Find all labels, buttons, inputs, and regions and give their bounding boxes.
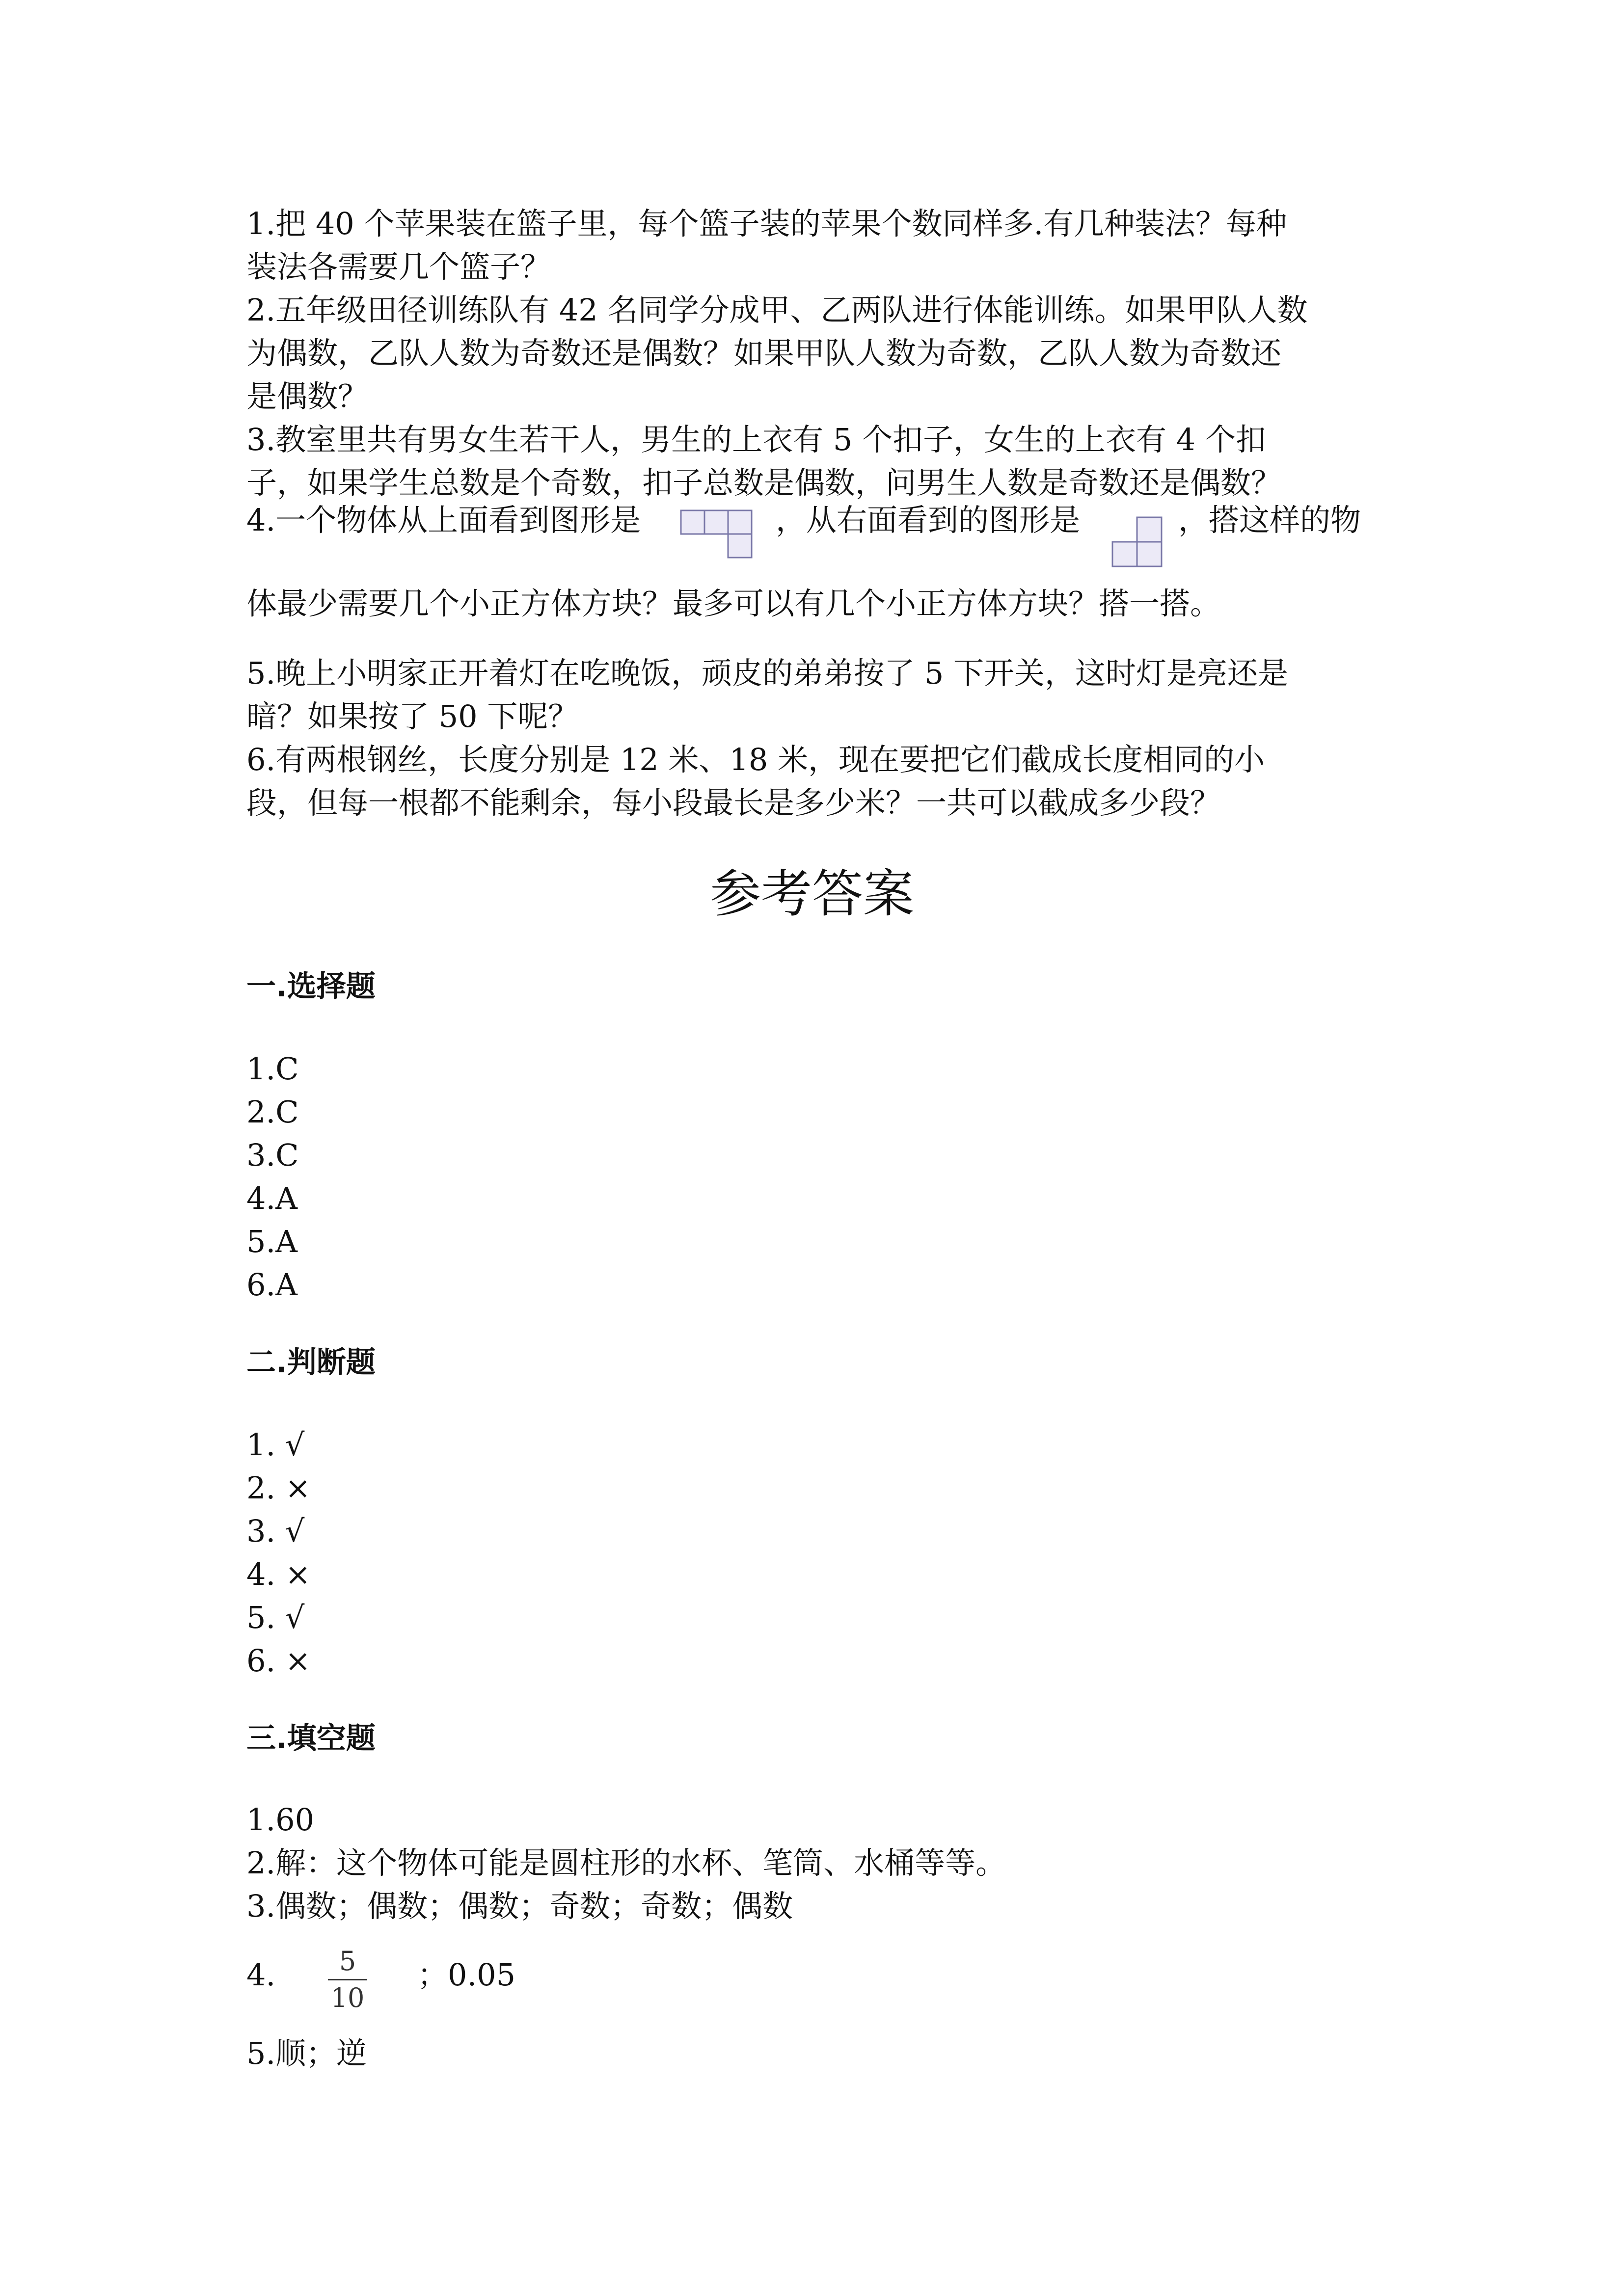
problem-5-line-2: 暗？如果按了 50 下呢？: [246, 698, 579, 734]
section-choice-heading: 一.选择题: [246, 969, 376, 1004]
fill-answer-4-fraction: [328, 1946, 367, 2014]
section-judge-heading: 二.判断题: [246, 1345, 376, 1380]
choice-answer-5: 5.A: [246, 1224, 298, 1259]
choice-answer-4: 4.A: [246, 1180, 298, 1216]
problem-1-line-2: 装法各需要几个篮子？: [246, 249, 551, 285]
choice-answer-3: 3.C: [246, 1137, 299, 1173]
problem-6-line-1: 6.有两根钢丝，长度分别是 12 米、18 米，现在要把它们截成长度相同的小: [246, 742, 1265, 777]
judge-answer-5: 5. √: [246, 1600, 305, 1635]
problem-4-text-c: ，搭这样的物: [1178, 502, 1361, 538]
fraction-bar: [328, 1979, 367, 1980]
fill-answer-4-prefix: 4.: [246, 1957, 276, 1993]
answers-title: 参考答案: [709, 864, 914, 924]
problem-2-line-1: 2.五年级田径训练队有 42 名同学分成甲、乙两队进行体能训练。如果甲队人数: [246, 292, 1308, 328]
problem-4-line-2: 体最少需要几个小正方体方块？最多可以有几个小正方体方块？搭一搭。: [246, 586, 1221, 621]
choice-answer-6: 6.A: [246, 1267, 298, 1303]
fill-answer-5: 5.顺；逆: [246, 2035, 367, 2071]
fill-answer-3: 3.偶数；偶数；偶数；奇数；奇数；偶数: [246, 1888, 793, 1924]
problem-1-line-1: 1.把 40 个苹果装在篮子里，每个篮子装的苹果个数同样多.有几种装法？每种: [246, 206, 1287, 241]
fraction-numerator: 5: [339, 1946, 356, 1976]
judge-answer-4: 4. ×: [246, 1556, 311, 1592]
fraction-denominator: 10: [330, 1982, 365, 2013]
judge-answer-6: 6. ×: [246, 1643, 311, 1679]
section-fill-heading: 三.填空题: [246, 1721, 376, 1756]
fill-answer-4-suffix: ；0.05: [417, 1957, 516, 1993]
fill-answer-1: 1.60: [246, 1802, 315, 1838]
problem-4-text-a: 4.一个物体从上面看到图形是: [246, 502, 641, 538]
problem-2-line-3: 是偶数？: [246, 378, 369, 414]
choice-answer-2: 2.C: [246, 1094, 299, 1130]
judge-answer-2: 2. ×: [246, 1470, 311, 1506]
problem-5-line-1: 5.晚上小明家正开着灯在吃晚饭，顽皮的弟弟按了 5 下开关，这时灯是亮还是: [246, 655, 1289, 691]
choice-answer-1: 1.C: [246, 1051, 299, 1087]
problem-4-text-b: ，从右面看到的图形是: [776, 502, 1081, 538]
judge-answer-3: 3. √: [246, 1513, 305, 1549]
problem-3-line-2: 子，如果学生总数是个奇数，扣子总数是偶数，问男生人数是奇数还是偶数？: [246, 465, 1282, 501]
right-view-figure-icon: [1110, 515, 1164, 569]
problem-6-line-2: 段，但每一根都不能剩余，每小段最长是多少米？一共可以截成多少段？: [246, 785, 1221, 821]
top-view-figure-icon: [680, 509, 754, 561]
problem-3-line-1: 3.教室里共有男女生若干人，男生的上衣有 5 个扣子，女生的上衣有 4 个扣: [246, 422, 1266, 457]
fill-answer-2: 2.解：这个物体可能是圆柱形的水杯、笔筒、水桶等等。: [246, 1845, 1006, 1881]
problem-2-line-2: 为偶数，乙队人数为奇数还是偶数？如果甲队人数为奇数，乙队人数为奇数还: [246, 335, 1282, 371]
judge-answer-1: 1. √: [246, 1427, 305, 1463]
